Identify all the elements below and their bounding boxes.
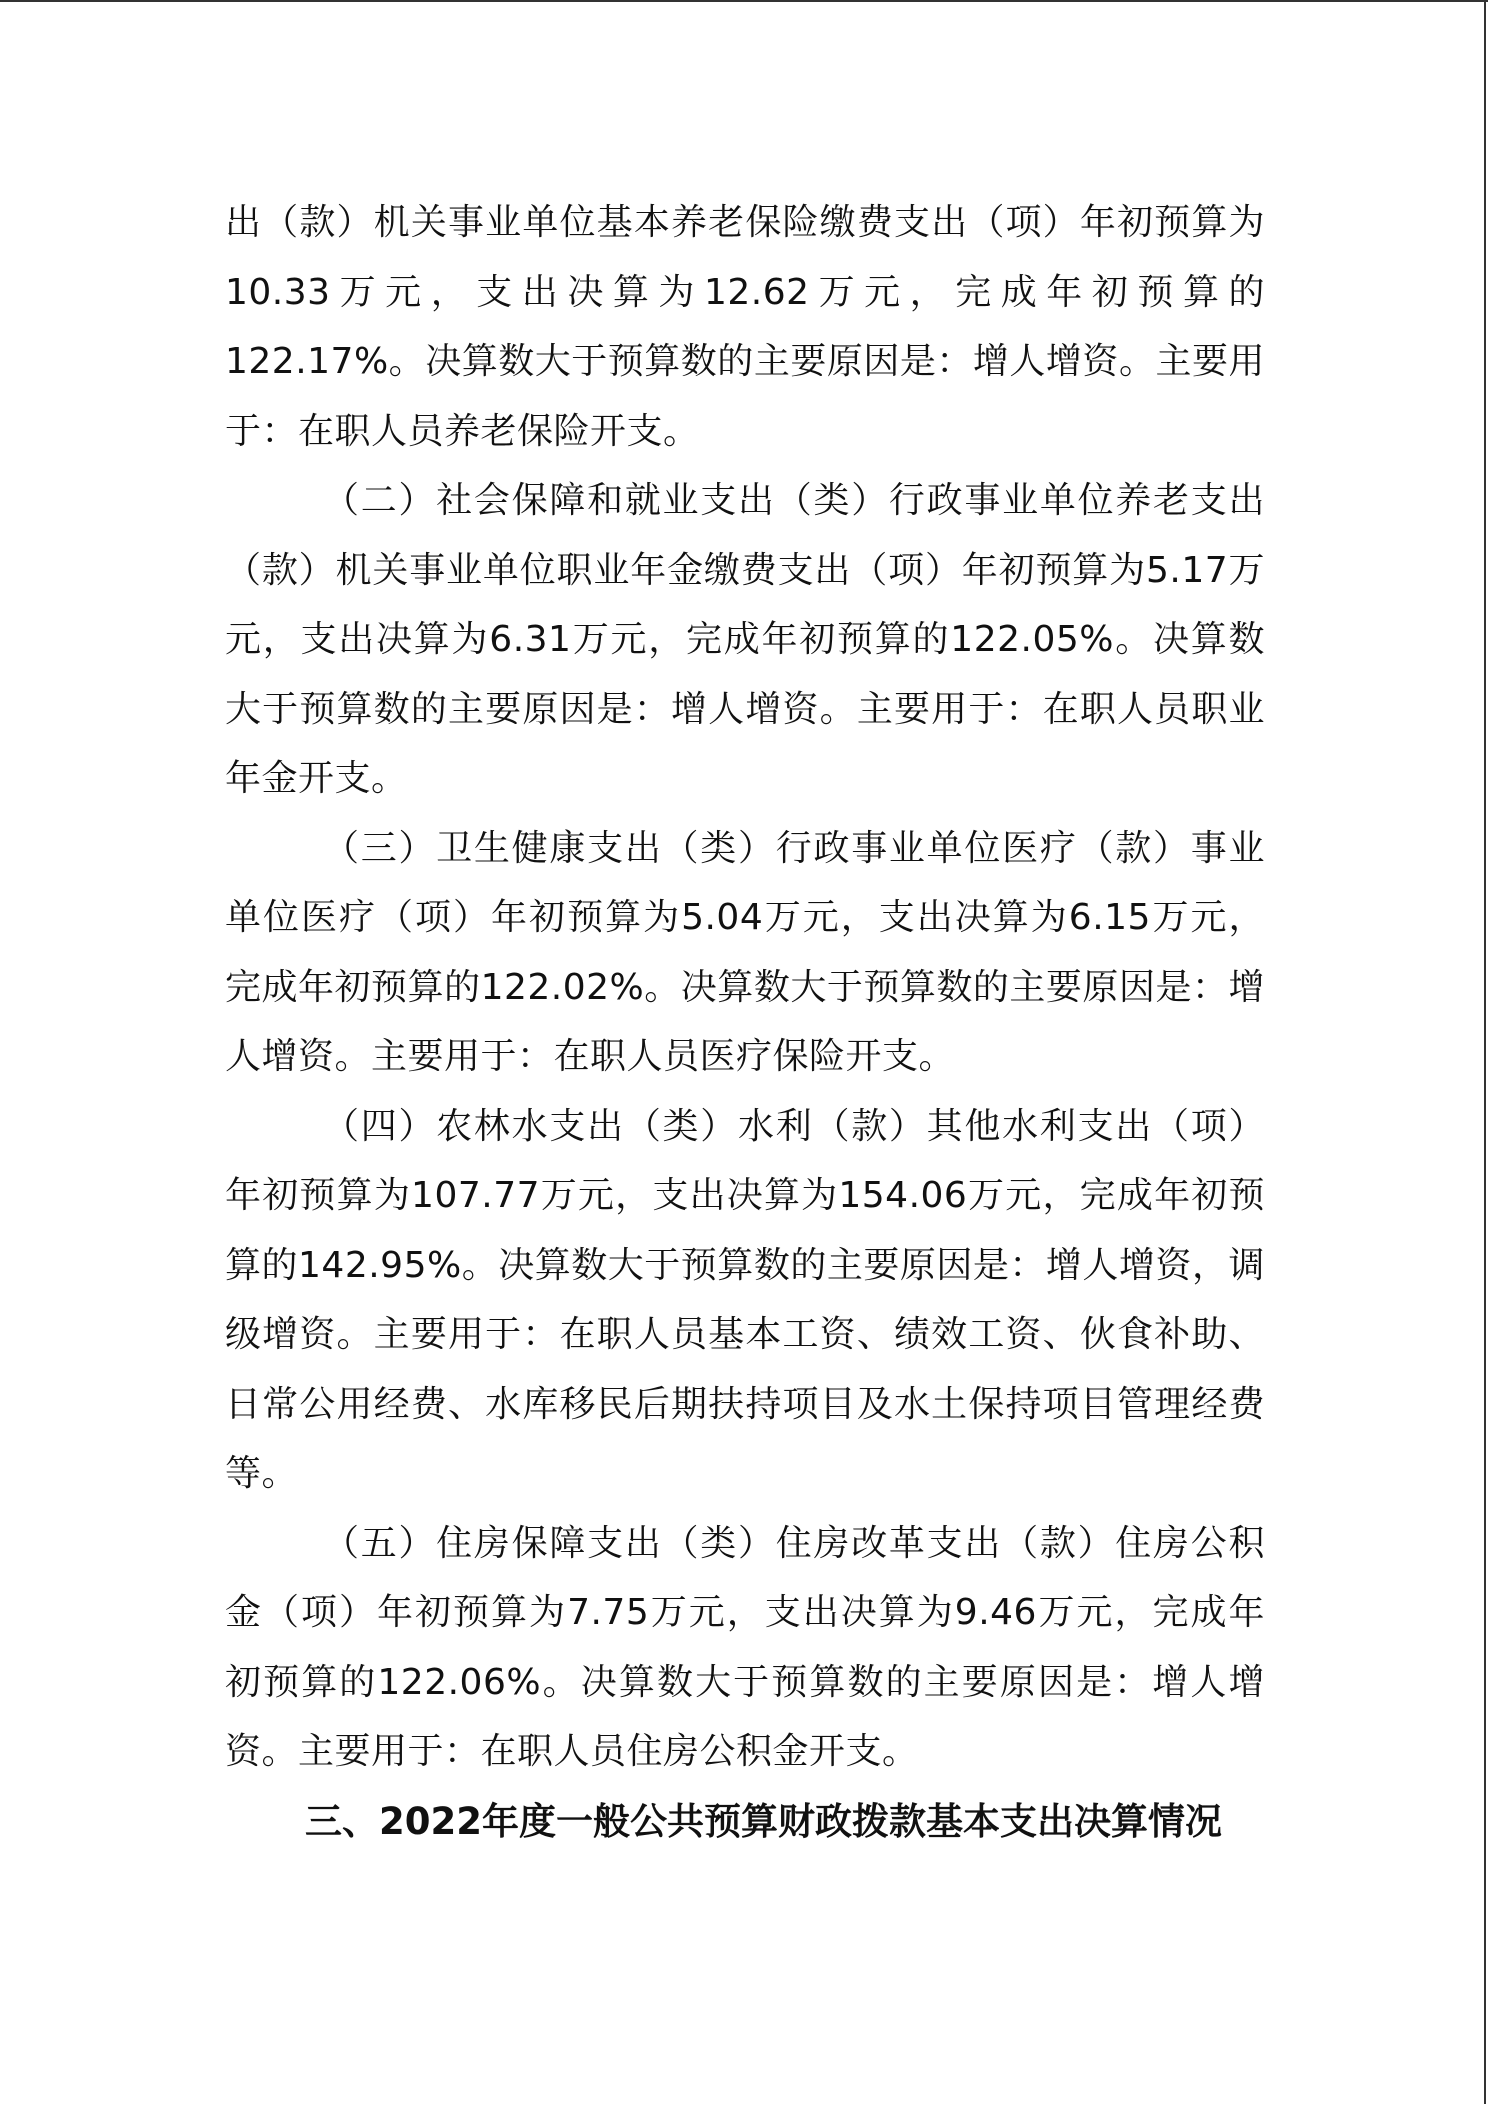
section-heading: 三、2022年度一般公共预算财政拨款基本支出决算情况 <box>305 1799 1222 1843</box>
paragraph-occupational-annuity: （二）社会保障和就业支出（类）行政事业单位养老支出（款）机关事业单位职业年金缴费支出（项）年初预算为5.17万元，支出决算为6.31万元，完成年初预算的122.05%。决算数大于预算数的主要原因是：增人增资。主要用于：在职人员职业年金开支。 <box>225 480 1265 799</box>
page-right-border <box>1484 0 1486 2104</box>
paragraph-housing-fund: （五）住房保障支出（类）住房改革支出（款）住房公积金（项）年初预算为7.75万元，支出决算为9.46万元，完成年初预算的122.06%。决算数大于预算数的主要原因是：增人增资。主要用于：在职人员住房公积金开支。 <box>225 1522 1265 1772</box>
paragraph-pension-continued: 出（款）机关事业单位基本养老保险缴费支出（项）年初预算为10.33万元，支出决算为12.62万元，完成年初预算的122.17%。决算数大于预算数的主要原因是：增人增资。主要用于：在职人员养老保险开支。 <box>225 202 1265 452</box>
paragraph-medical: （三）卫生健康支出（类）行政事业单位医疗（款）事业单位医疗（项）年初预算为5.04万元，支出决算为6.15万元，完成年初预算的122.02%。决算数大于预算数的主要原因是：增人增资。主要用于：在职人员医疗保险开支。 <box>225 827 1265 1077</box>
document-body <box>225 188 1265 1856</box>
page-top-border <box>0 0 1488 2</box>
paragraph-water-conservancy: （四）农林水支出（类）水利（款）其他水利支出（项）年初预算为107.77万元，支出决算为154.06万元，完成年初预算的142.95%。决算数大于预算数的主要原因是：增人增资，调级增资。主要用于：在职人员基本工资、绩效工资、伙食补助、日常公用经费、水库移民后期扶持项目及水土保持项目管理经费等。 <box>225 1105 1265 1494</box>
